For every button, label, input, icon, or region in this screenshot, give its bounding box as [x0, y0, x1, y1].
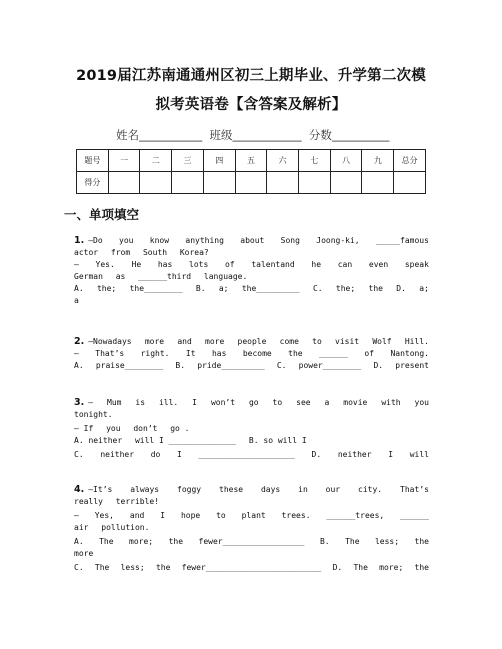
- word: do: [150, 450, 161, 459]
- word: —It’s: [88, 485, 113, 494]
- word: ______: [319, 349, 348, 358]
- score-table-score-row: [77, 172, 426, 194]
- word: present: [395, 361, 429, 370]
- word: the: [368, 284, 383, 293]
- question-2-line: [74, 360, 429, 371]
- word: ______third: [138, 272, 192, 281]
- word: you: [414, 398, 429, 407]
- word: Korea?: [179, 248, 209, 257]
- score-header-cell: 总分: [394, 150, 426, 172]
- score-cell: [394, 172, 426, 194]
- word: A. neither: [74, 436, 123, 445]
- word: really: [74, 497, 103, 506]
- question-4-line: [74, 562, 429, 573]
- question-3-line: [74, 423, 429, 434]
- question-number: 3.: [74, 397, 85, 408]
- word: more: [74, 549, 94, 558]
- score-header-cell: 三: [172, 150, 204, 172]
- question-2-line: [74, 348, 429, 359]
- word: The: [345, 537, 360, 546]
- word: _____famous: [375, 236, 429, 245]
- word: a: [74, 296, 79, 305]
- question-3-line: [74, 409, 429, 420]
- score-header-cell: 四: [203, 150, 235, 172]
- word: ill.: [158, 398, 179, 407]
- question-4-line: [74, 510, 429, 521]
- word: B. so will I: [248, 436, 307, 445]
- word: —: [74, 511, 79, 520]
- word: the________: [129, 284, 183, 293]
- word: He: [131, 260, 142, 269]
- word: go: [248, 398, 259, 407]
- word: as: [115, 272, 126, 281]
- word: I: [388, 450, 394, 459]
- word: more: [205, 337, 225, 346]
- word: to: [216, 511, 226, 520]
- word: hope: [180, 511, 201, 520]
- question-lead: [74, 336, 132, 347]
- word: has: [211, 349, 227, 358]
- word: Wolf: [372, 337, 392, 346]
- question-1-line: [74, 259, 429, 270]
- word: B.: [319, 537, 330, 546]
- score-header-cell: 二: [140, 150, 172, 172]
- word: Joong-ki,: [316, 236, 360, 245]
- word: air: [74, 523, 89, 532]
- score-cell: [299, 172, 331, 194]
- word: D.: [332, 563, 343, 572]
- word: come: [279, 337, 299, 346]
- word: A.: [74, 537, 84, 546]
- word: South: [142, 248, 168, 257]
- word: more;: [129, 537, 154, 546]
- word: people: [237, 337, 267, 346]
- word: has: [157, 260, 173, 269]
- word: he: [311, 260, 322, 269]
- word: the: [414, 563, 429, 572]
- question-4-line: [74, 548, 429, 559]
- word: foggy: [177, 485, 202, 494]
- score-header-cell: 五: [235, 150, 267, 172]
- word: That’s: [95, 349, 125, 358]
- word: a: [324, 398, 330, 407]
- word: you: [119, 236, 134, 245]
- word: in: [298, 485, 308, 494]
- word: The: [353, 563, 368, 572]
- word: plant: [241, 511, 266, 520]
- word: and: [129, 511, 145, 520]
- word: D.: [311, 450, 322, 459]
- question-lead: [74, 397, 93, 408]
- word: the: [155, 563, 171, 572]
- word: terrible!: [115, 497, 160, 506]
- word: will: [409, 450, 429, 459]
- question-4-line: [74, 484, 429, 495]
- word: B.: [195, 284, 206, 293]
- word: C.: [74, 450, 84, 459]
- word: about: [240, 236, 265, 245]
- word: That’s: [400, 485, 429, 494]
- word: tonight.: [74, 410, 113, 419]
- word: the;: [96, 284, 117, 293]
- score-cell: [362, 172, 394, 194]
- score-table-header-row: [77, 150, 426, 172]
- word: —: [88, 398, 94, 407]
- word: I: [177, 450, 182, 459]
- word: become: [242, 349, 272, 358]
- word: I: [192, 398, 197, 407]
- question-4-line: [74, 522, 429, 533]
- score-cell: [235, 172, 267, 194]
- word: less;: [374, 537, 400, 546]
- word: the: [288, 349, 303, 358]
- score-header-cell: 八: [330, 150, 362, 172]
- question-1-line: [74, 235, 429, 246]
- word: city.: [358, 485, 383, 494]
- word: D.: [396, 284, 406, 293]
- score-header-cell: 七: [299, 150, 331, 172]
- word: won’t: [210, 398, 236, 407]
- question-number: 1.: [74, 235, 85, 246]
- word: visit: [335, 337, 360, 346]
- score-header-cell: 一: [108, 150, 140, 172]
- word: to: [312, 337, 322, 346]
- score-table: [76, 149, 426, 194]
- word: movie: [343, 398, 368, 407]
- word: of: [224, 260, 235, 269]
- word: neither: [100, 450, 135, 459]
- word: —Do: [88, 236, 103, 245]
- word: right.: [140, 349, 170, 358]
- word: always: [130, 485, 160, 494]
- word: German: [74, 272, 103, 281]
- question-1-line: [74, 271, 429, 282]
- word: of: [364, 349, 375, 358]
- word: It: [185, 349, 196, 358]
- word: even: [368, 260, 389, 269]
- word: see: [296, 398, 311, 407]
- word: The: [99, 537, 114, 546]
- word: lots: [189, 260, 209, 269]
- question-1-line: [74, 283, 429, 294]
- question-lead: [74, 484, 112, 495]
- word: know: [149, 236, 170, 245]
- question-lead: [74, 235, 103, 246]
- word: the_________: [241, 284, 300, 293]
- score-header-cell: 六: [267, 150, 299, 172]
- word: — If: [74, 424, 94, 433]
- score-header-cell: 九: [362, 150, 394, 172]
- word: days: [260, 485, 281, 494]
- question-4-line: [74, 536, 429, 547]
- word: is: [135, 398, 146, 407]
- word: language.: [203, 272, 248, 281]
- word: the;: [335, 284, 356, 293]
- word: actor: [74, 248, 99, 257]
- word: go .: [170, 424, 190, 433]
- question-3-line: [74, 397, 429, 408]
- word: the: [414, 537, 429, 546]
- word: C.: [276, 361, 287, 370]
- word: can: [337, 260, 353, 269]
- question-number: 4.: [74, 484, 85, 495]
- word: The: [94, 563, 110, 572]
- word: a;: [218, 284, 229, 293]
- score-row-label: 得分: [77, 172, 109, 194]
- word: Yes.: [95, 260, 115, 269]
- word: fewer________________________: [181, 563, 322, 572]
- word: praise________: [95, 361, 164, 370]
- word: with: [381, 398, 401, 407]
- word: a;: [419, 284, 429, 293]
- word: Mum: [107, 398, 122, 407]
- word: I: [160, 511, 166, 520]
- question-4-line: [74, 496, 429, 507]
- word: C.: [312, 284, 323, 293]
- word: less;: [120, 563, 145, 572]
- word: ______trees,: [326, 511, 385, 520]
- document-title-line-1: 2019届江苏南通通州区初三上期毕业、升学第二次模: [76, 68, 426, 84]
- word: trees.: [281, 511, 311, 520]
- score-header-cell: 题号: [77, 150, 109, 172]
- score-cell: [108, 172, 140, 194]
- word: don’t: [133, 424, 158, 433]
- word: more;: [379, 563, 404, 572]
- word: fewer_________________: [198, 537, 305, 546]
- score-cell: [140, 172, 172, 194]
- question-2-line: [74, 336, 429, 347]
- word: A.: [74, 284, 84, 293]
- word: Nantong.: [390, 349, 429, 358]
- word: B.: [175, 361, 186, 370]
- word: and: [177, 337, 192, 346]
- score-cell: [330, 172, 362, 194]
- word: ______: [400, 511, 429, 520]
- word: talentand: [251, 260, 295, 269]
- word: —Nowadays: [88, 337, 132, 346]
- word: pride_________: [197, 361, 265, 370]
- question-number: 2.: [74, 336, 85, 347]
- word: the: [168, 537, 184, 546]
- question-3-line: [74, 435, 429, 446]
- score-cell: [267, 172, 299, 194]
- word: anything: [185, 236, 224, 245]
- word: ____________________: [198, 450, 295, 459]
- document-title-line-2: 拟考英语卷【含答案及解析】: [155, 97, 347, 113]
- question-1-line: [74, 247, 429, 258]
- question-3-line: [74, 449, 429, 460]
- word: Yes,: [94, 511, 114, 520]
- word: power________: [298, 361, 362, 370]
- word: Song: [280, 236, 300, 245]
- score-cell: [203, 172, 235, 194]
- student-info-line: 姓名___________ 班级____________ 分数__________: [116, 128, 390, 142]
- word: —: [74, 349, 79, 358]
- word: will I ______________: [134, 436, 237, 445]
- section-title: 一、单项填空: [64, 207, 140, 222]
- word: to: [272, 398, 283, 407]
- score-cell: [172, 172, 204, 194]
- word: our: [325, 485, 341, 494]
- word: C.: [74, 563, 84, 572]
- word: A.: [74, 361, 84, 370]
- word: from: [110, 248, 131, 257]
- question-1-line: [74, 295, 429, 306]
- word: neither: [337, 450, 372, 459]
- word: pollution.: [101, 523, 150, 532]
- word: you: [106, 424, 121, 433]
- word: D.: [373, 361, 384, 370]
- word: more: [144, 337, 165, 346]
- word: these: [219, 485, 244, 494]
- word: speak: [404, 260, 429, 269]
- word: Hill.: [404, 337, 429, 346]
- word: —: [74, 260, 79, 269]
